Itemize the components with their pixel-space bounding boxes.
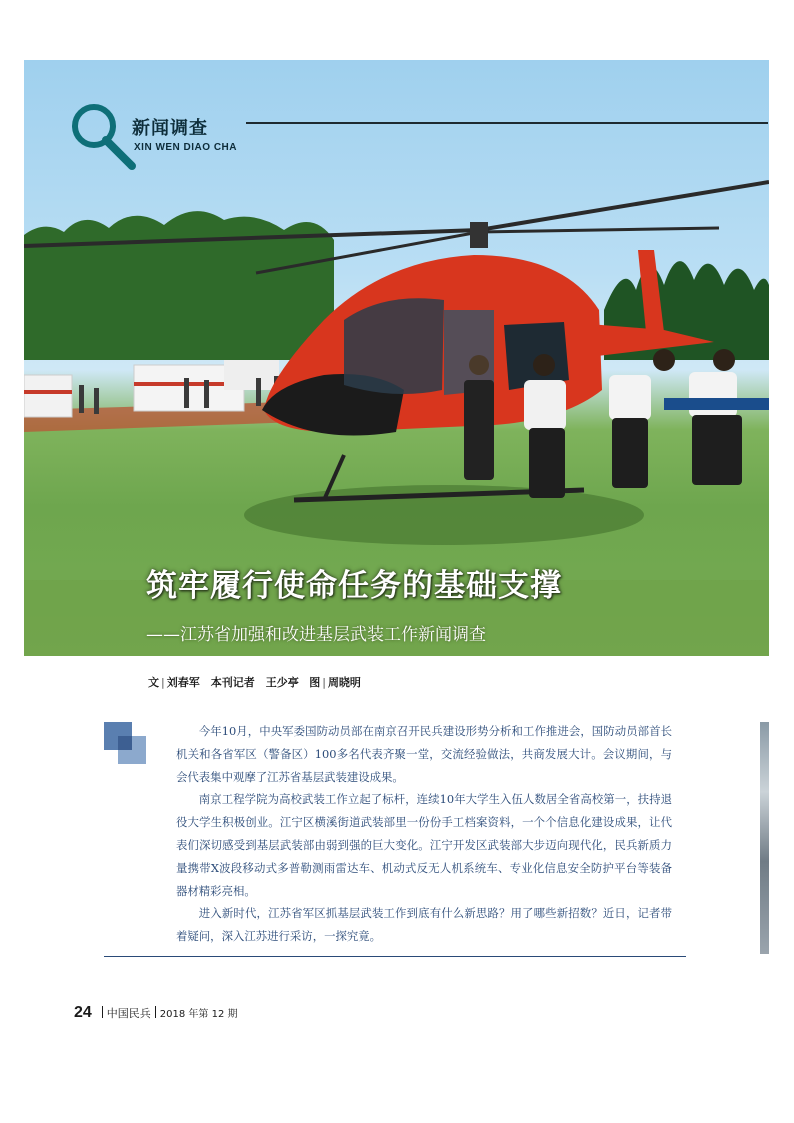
body-paragraph: 南京工程学院为高校武装工作立起了标杆，连续10年大学生入伍人数居全省高校第一，扶持退役大学生积极创业。江宁区横溪街道武装部里一份份手工档案资料，一个个信息化建设成果，让代表们深切感受到基层武装部由弱到强的巨大变化。江宁开发区武装部大步迈向现代化，民兵新质力量携带X波段移动式多普勒测雨雷达车、机动式反无人机系统车、专业化信息安全防护平台等装备器材精彩亮相。 bbox=[176, 792, 672, 898]
issue-label: 2018 年第 12 期 bbox=[159, 1009, 238, 1020]
header-rule bbox=[246, 122, 768, 124]
article-body bbox=[176, 720, 672, 948]
column-pinyin: XIN WEN DIAO CHA bbox=[134, 142, 237, 153]
article-subheadline: ——江苏省加强和改进基层武装工作新闻调查 bbox=[146, 625, 486, 645]
body-paragraph: 今年10月，中央军委国防动员部在南京召开民兵建设形势分析和工作推进会，国防动员部首长机关和各省军区（警备区）100多名代表齐聚一堂，交流经验做法，共商发展大计。会议期间，与会代表集中观摩了江苏省基层武装建设成果。 bbox=[176, 724, 672, 784]
column-title: 新闻调查 bbox=[132, 118, 208, 139]
text-credit-label: 文 bbox=[148, 676, 159, 689]
lead-square-ornament bbox=[104, 722, 150, 768]
adjacent-photo-edge bbox=[760, 722, 769, 954]
page-number: 24 bbox=[74, 1004, 92, 1021]
article-headline: 筑牢履行使命任务的基础支撑 bbox=[146, 568, 562, 604]
magnifier-icon bbox=[68, 102, 140, 172]
byline: 文 | 刘春军 本刊记者 王少亭 图 | 周晓明 bbox=[148, 676, 361, 689]
photographer: 周晓明 bbox=[327, 676, 361, 689]
bottom-rule bbox=[104, 956, 686, 957]
magazine-name: 中国民兵 bbox=[106, 1007, 151, 1020]
column-header bbox=[68, 102, 768, 172]
photo-credit-label: 图 bbox=[309, 676, 321, 689]
page-footer bbox=[74, 1004, 238, 1022]
text-authors: 刘春军 本刊记者 王少亭 bbox=[166, 676, 299, 689]
body-paragraph: 进入新时代，江苏省军区抓基层武装工作到底有什么新思路？用了哪些新招数？近日，记者带着疑问，深入江苏进行采访，一探究竟。 bbox=[176, 906, 672, 944]
